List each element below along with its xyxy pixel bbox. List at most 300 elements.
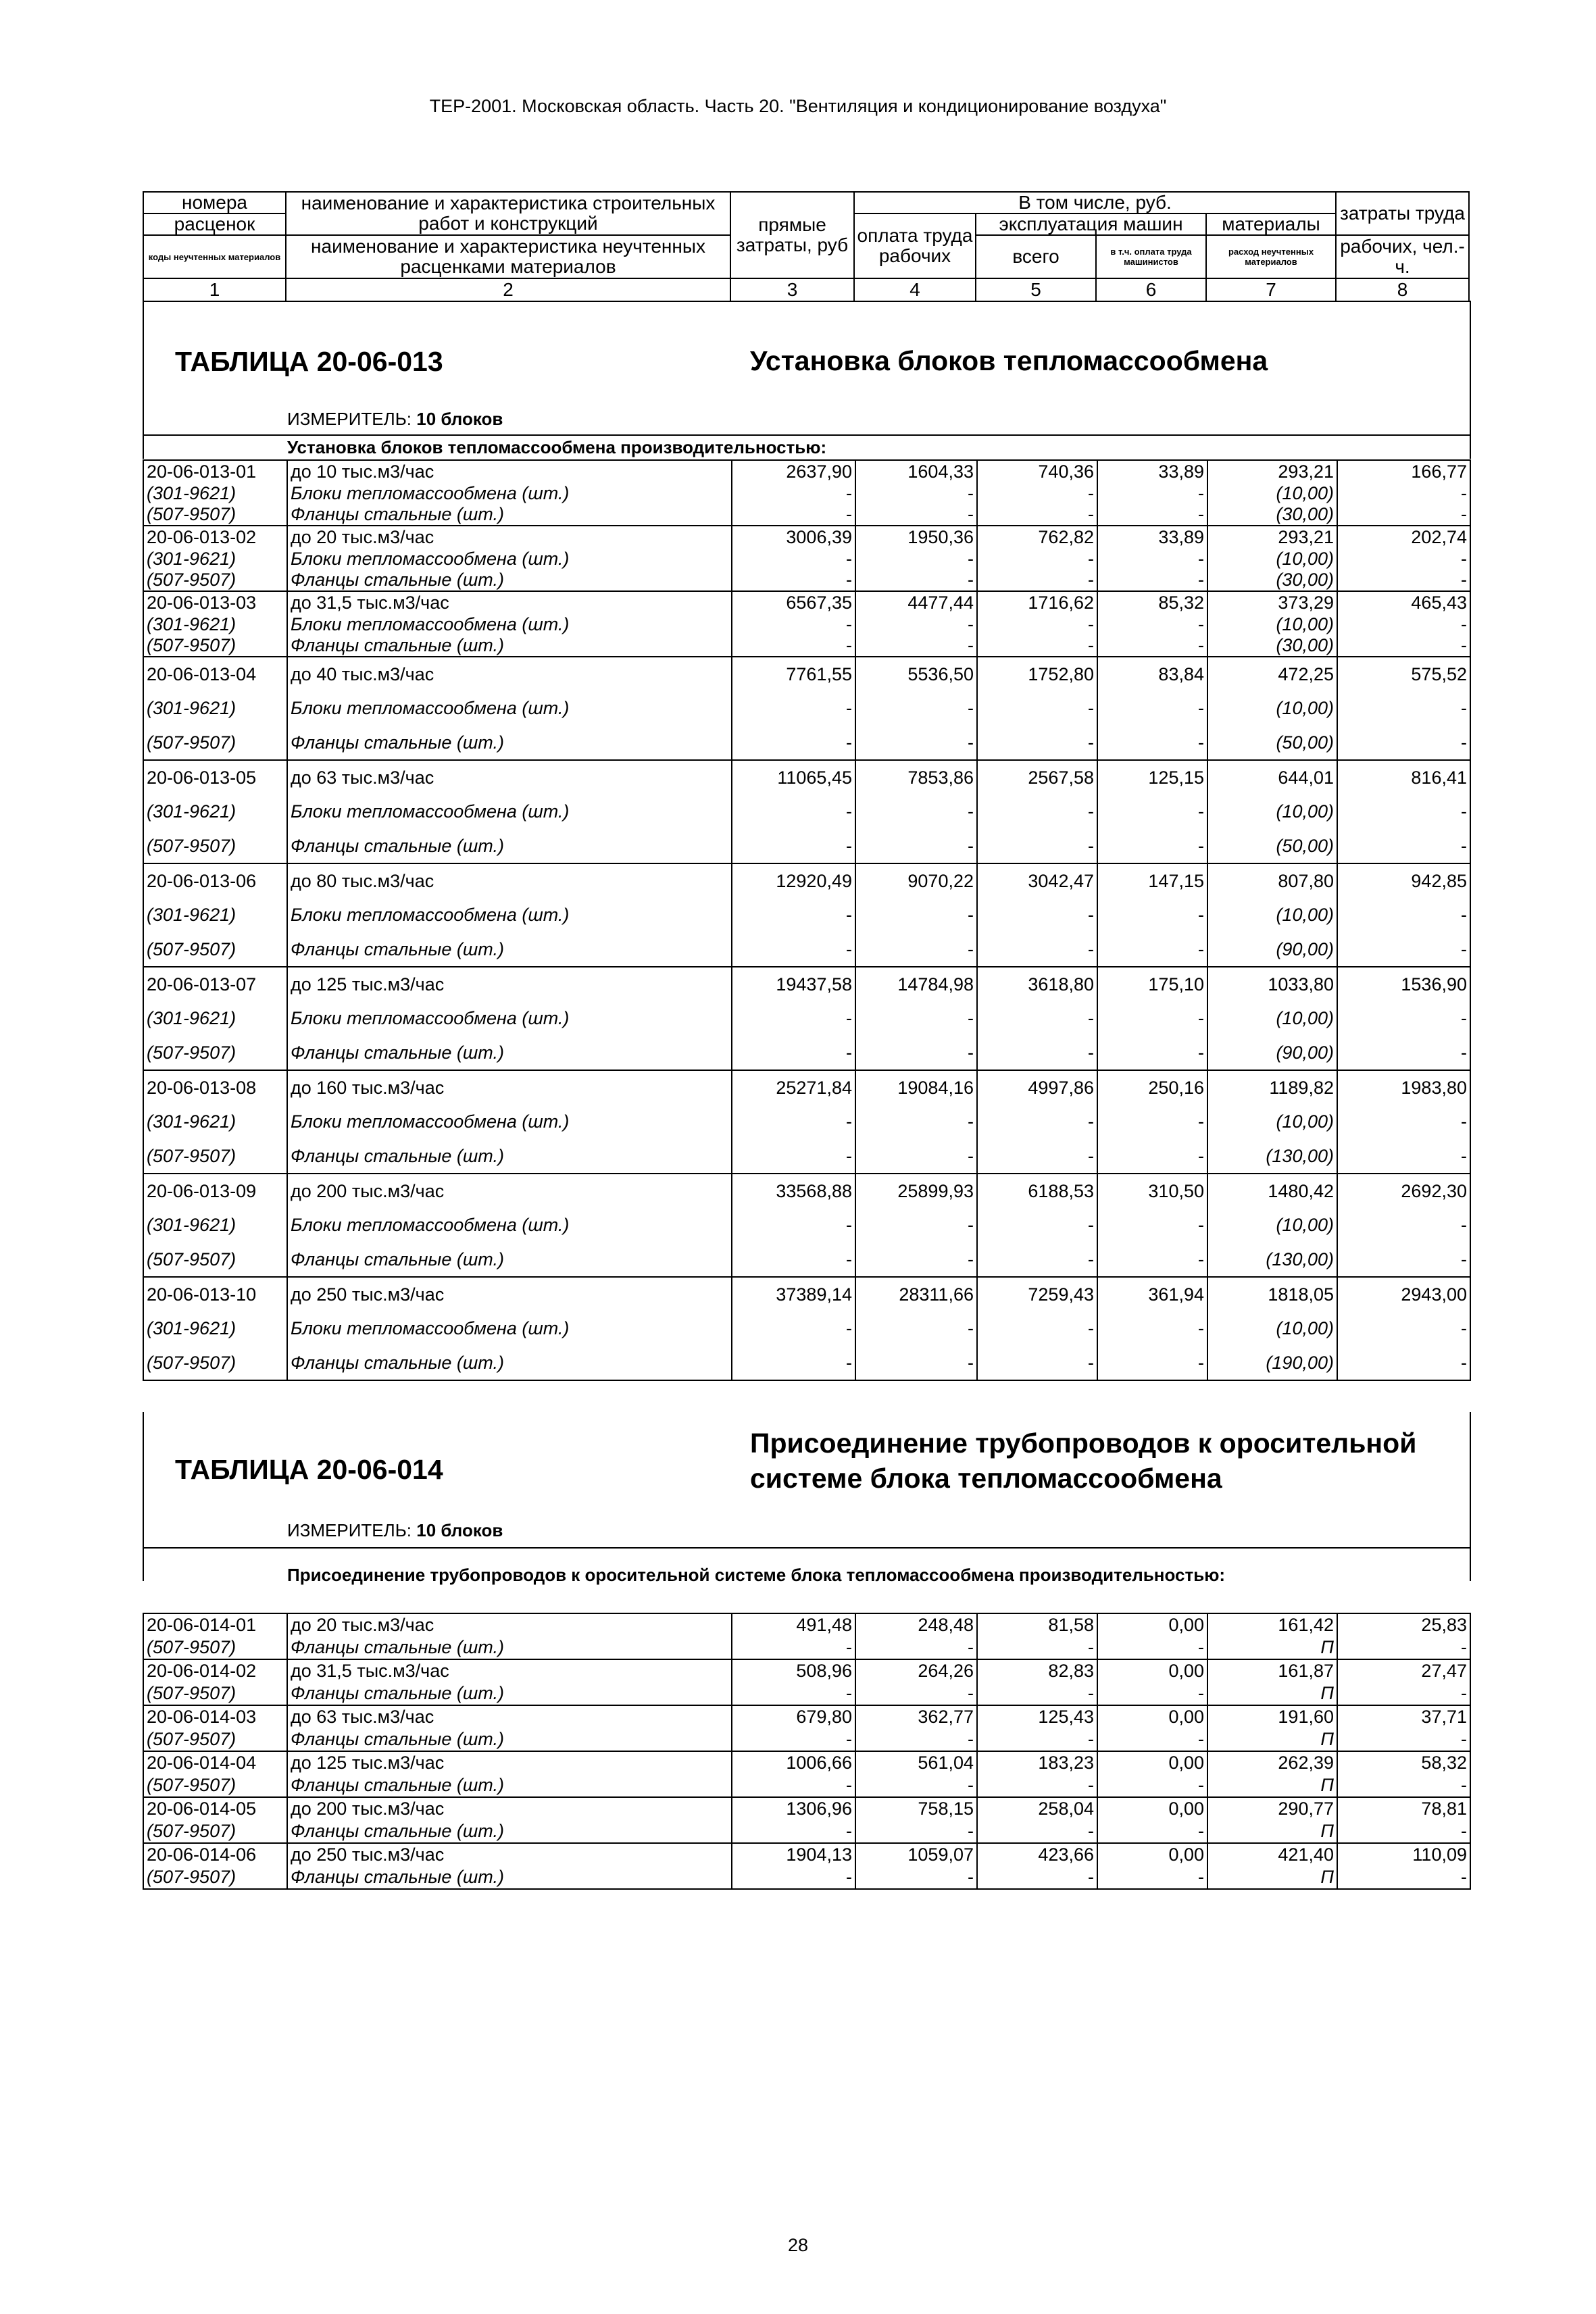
labor-hours-cell: 27,47 [1337, 1659, 1470, 1682]
table-row [143, 657, 1470, 691]
col6-header: в т.ч. оплата труда машинистов [1096, 235, 1206, 278]
labor-hours-cell: - [1337, 1820, 1470, 1843]
table-row [143, 1174, 1470, 1208]
col-num-1: 1 [143, 278, 286, 301]
table-row [143, 504, 1470, 526]
labor-hours-cell: 37,71 [1337, 1705, 1470, 1728]
labor-hours-cell: 202,74 [1337, 526, 1470, 548]
labor-hours-cell: - [1337, 932, 1470, 967]
direct-cost-cell: - [732, 548, 855, 570]
labor-hours-cell: - [1337, 1105, 1470, 1139]
table1-unit-value: 10 блоков [416, 409, 503, 429]
machines-total-cell: - [977, 1866, 1097, 1889]
machines-total-cell: - [977, 482, 1097, 504]
code-cell: 20-06-014-04 [143, 1751, 287, 1774]
labor-pay-cell: 362,77 [855, 1705, 977, 1728]
labor-hours-cell: 465,43 [1337, 591, 1470, 613]
table-row [143, 829, 1470, 863]
direct-cost-cell: - [732, 1311, 855, 1346]
labor-hours-cell: - [1337, 1774, 1470, 1797]
name-cell: до 160 тыс.м3/час [287, 1070, 732, 1105]
machinist-pay-cell: - [1097, 1311, 1207, 1346]
materials-cell: (130,00) [1207, 1139, 1337, 1174]
table-row [143, 1613, 1470, 1636]
direct-cost-cell: 19437,58 [732, 967, 855, 1001]
labor-pay-cell: - [855, 1820, 977, 1843]
table-row [143, 1820, 1470, 1843]
labor-pay-cell: 5536,50 [855, 657, 977, 691]
labor-pay-cell: 248,48 [855, 1613, 977, 1636]
direct-cost-cell: - [732, 795, 855, 829]
labor-hours-cell: - [1337, 1346, 1470, 1380]
labor-pay-cell: - [855, 1346, 977, 1380]
code-cell: (301-9621) [143, 1208, 287, 1242]
labor-hours-cell: - [1337, 1242, 1470, 1277]
labor-hours-cell: - [1337, 1139, 1470, 1174]
labor-hours-cell: 166,77 [1337, 460, 1470, 482]
materials-cell: 1818,05 [1207, 1277, 1337, 1311]
col8-header-bot: рабочих, чел.-ч. [1336, 235, 1469, 278]
labor-hours-cell: - [1337, 1208, 1470, 1242]
labor-hours-cell: - [1337, 1311, 1470, 1346]
direct-cost-cell: - [732, 726, 855, 760]
table-row [143, 570, 1470, 591]
labor-pay-cell: 7853,86 [855, 760, 977, 795]
materials-cell: 262,39 [1207, 1751, 1337, 1774]
labor-pay-cell: - [855, 570, 977, 591]
name-cell: Фланцы стальные (шт.) [287, 1866, 732, 1889]
machinist-pay-cell: 361,94 [1097, 1277, 1207, 1311]
labor-pay-cell: - [855, 1682, 977, 1705]
direct-cost-cell: - [732, 1866, 855, 1889]
machines-total-cell: 258,04 [977, 1797, 1097, 1820]
materials-cell: 472,25 [1207, 657, 1337, 691]
table-row [143, 635, 1470, 657]
code-cell: (507-9507) [143, 1682, 287, 1705]
name-cell: Блоки тепломассообмена (шт.) [287, 691, 732, 726]
name-cell: до 20 тыс.м3/час [287, 1613, 732, 1636]
name-cell: до 63 тыс.м3/час [287, 760, 732, 795]
table-row [143, 526, 1470, 548]
direct-cost-cell: 11065,45 [732, 760, 855, 795]
name-cell: Фланцы стальные (шт.) [287, 1346, 732, 1380]
direct-cost-cell: - [732, 1036, 855, 1070]
direct-cost-cell: - [732, 691, 855, 726]
direct-cost-cell: - [732, 1105, 855, 1139]
name-cell: Фланцы стальные (шт.) [287, 504, 732, 526]
machines-total-cell: 2567,58 [977, 760, 1097, 795]
code-cell: (507-9507) [143, 1346, 287, 1380]
materials-cell: (50,00) [1207, 726, 1337, 760]
machines-total-cell: 740,36 [977, 460, 1097, 482]
labor-pay-cell: 561,04 [855, 1751, 977, 1774]
labor-hours-cell: - [1337, 482, 1470, 504]
labor-pay-cell: 1604,33 [855, 460, 977, 482]
labor-hours-cell: 110,09 [1337, 1843, 1470, 1866]
name-cell: Фланцы стальные (шт.) [287, 1774, 732, 1797]
machines-total-cell: - [977, 1139, 1097, 1174]
labor-hours-cell: 816,41 [1337, 760, 1470, 795]
code-cell: 20-06-013-01 [143, 460, 287, 482]
labor-pay-cell: - [855, 1728, 977, 1751]
code-cell: 20-06-013-02 [143, 526, 287, 548]
name-cell: до 31,5 тыс.м3/час [287, 1659, 732, 1682]
table2-title: ТАБЛИЦА 20-06-014 [175, 1454, 443, 1485]
code-cell: 20-06-013-10 [143, 1277, 287, 1311]
materials-cell: (130,00) [1207, 1242, 1337, 1277]
machines-total-cell: - [977, 898, 1097, 932]
machines-total-cell: - [977, 1682, 1097, 1705]
labor-pay-cell: - [855, 829, 977, 863]
labor-hours-cell: - [1337, 504, 1470, 526]
machines-total-cell: - [977, 570, 1097, 591]
machinist-pay-cell: - [1097, 1774, 1207, 1797]
labor-hours-cell: 942,85 [1337, 863, 1470, 898]
code-cell: 20-06-014-01 [143, 1613, 287, 1636]
name-cell: до 40 тыс.м3/час [287, 657, 732, 691]
labor-pay-cell: 1059,07 [855, 1843, 977, 1866]
machines-total-cell: - [977, 795, 1097, 829]
labor-pay-cell: 19084,16 [855, 1070, 977, 1105]
machines-total-cell: 3042,47 [977, 863, 1097, 898]
materials-cell: (10,00) [1207, 898, 1337, 932]
col7-header: расход неучтенных материалов [1206, 235, 1336, 278]
name-cell: Фланцы стальные (шт.) [287, 1682, 732, 1705]
labor-pay-cell: - [855, 1105, 977, 1139]
materials-cell: (10,00) [1207, 1001, 1337, 1036]
machinist-pay-cell: - [1097, 898, 1207, 932]
machinist-pay-cell: 0,00 [1097, 1751, 1207, 1774]
table-row [143, 932, 1470, 967]
direct-cost-cell: - [732, 613, 855, 635]
labor-hours-cell: - [1337, 726, 1470, 760]
direct-cost-cell: 2637,90 [732, 460, 855, 482]
labor-hours-cell: - [1337, 613, 1470, 635]
direct-cost-cell: - [732, 932, 855, 967]
materials-cell: (190,00) [1207, 1346, 1337, 1380]
machines-total-cell: 6188,53 [977, 1174, 1097, 1208]
table-row [143, 1705, 1470, 1728]
direct-cost-cell: 679,80 [732, 1705, 855, 1728]
col-num-5: 5 [976, 278, 1096, 301]
direct-cost-cell: - [732, 898, 855, 932]
direct-cost-cell: 25271,84 [732, 1070, 855, 1105]
code-cell: 20-06-013-07 [143, 967, 287, 1001]
machines-total-cell: - [977, 1820, 1097, 1843]
table-row [143, 967, 1470, 1001]
machinist-pay-cell: - [1097, 1636, 1207, 1659]
materials-cell: 1033,80 [1207, 967, 1337, 1001]
table-row [143, 460, 1470, 482]
name-cell: до 200 тыс.м3/час [287, 1174, 732, 1208]
table1-subheading: Установка блоков тепломассообмена производительностью: [287, 437, 827, 457]
machinist-pay-cell: - [1097, 482, 1207, 504]
col-num-2: 2 [286, 278, 730, 301]
col1-header: номера [143, 192, 286, 213]
materials-cell: (10,00) [1207, 548, 1337, 570]
labor-pay-cell: - [855, 635, 977, 657]
machinist-pay-cell: - [1097, 1139, 1207, 1174]
machines-total-cell: - [977, 1036, 1097, 1070]
table-row [143, 1070, 1470, 1105]
code-cell: (301-9621) [143, 1001, 287, 1036]
labor-hours-cell: 2943,00 [1337, 1277, 1470, 1311]
name-cell: Блоки тепломассообмена (шт.) [287, 795, 732, 829]
materials-cell: П [1207, 1636, 1337, 1659]
col2-header-top: наименование и характеристика строительных работ и конструкций [286, 192, 730, 235]
materials-cell: 421,40 [1207, 1843, 1337, 1866]
machines-total-cell: - [977, 726, 1097, 760]
direct-cost-cell: - [732, 1774, 855, 1797]
machines-total-cell: 1752,80 [977, 657, 1097, 691]
table2-description-line1: Присоединение трубопроводов к оросительной [750, 1428, 1417, 1459]
materials-cell: (30,00) [1207, 570, 1337, 591]
table-row [143, 1797, 1470, 1820]
col3-header: прямые затраты, руб [730, 192, 854, 278]
name-cell: Блоки тепломассообмена (шт.) [287, 1001, 732, 1036]
materials-cell: П [1207, 1774, 1337, 1797]
name-cell: Блоки тепломассообмена (шт.) [287, 1208, 732, 1242]
code-cell: (301-9621) [143, 482, 287, 504]
machines-total-cell: 183,23 [977, 1751, 1097, 1774]
name-cell: до 250 тыс.м3/час [287, 1277, 732, 1311]
materials-cell: (10,00) [1207, 482, 1337, 504]
labor-pay-cell: - [855, 691, 977, 726]
code-cell: (301-9621) [143, 1311, 287, 1346]
name-cell: Фланцы стальные (шт.) [287, 1728, 732, 1751]
materials-cell: 293,21 [1207, 526, 1337, 548]
page-header: ТЕР-2001. Московская область. Часть 20. "Вентиляция и кондиционирование воздуха" [429, 96, 1167, 116]
table2-description-line2: системе блока тепломассообмена [750, 1463, 1222, 1494]
machines-total-cell: - [977, 635, 1097, 657]
name-cell: до 125 тыс.м3/час [287, 1751, 732, 1774]
materials-cell: 161,87 [1207, 1659, 1337, 1682]
name-cell: Блоки тепломассообмена (шт.) [287, 613, 732, 635]
labor-pay-cell: - [855, 1242, 977, 1277]
materials-cell: П [1207, 1820, 1337, 1843]
col-num-6: 6 [1096, 278, 1206, 301]
labor-hours-cell: 58,32 [1337, 1751, 1470, 1774]
direct-cost-cell: - [732, 1820, 855, 1843]
code-cell: (507-9507) [143, 932, 287, 967]
name-cell: Фланцы стальные (шт.) [287, 635, 732, 657]
table-row [143, 1636, 1470, 1659]
machines-total-cell: - [977, 548, 1097, 570]
col4-header: оплата труда рабочих [854, 213, 976, 278]
labor-pay-cell: - [855, 548, 977, 570]
machinist-pay-cell: 83,84 [1097, 657, 1207, 691]
machinist-pay-cell: 33,89 [1097, 526, 1207, 548]
table-row [143, 613, 1470, 635]
table-row [143, 1659, 1470, 1682]
labor-pay-cell: - [855, 1774, 977, 1797]
machinist-pay-cell: - [1097, 691, 1207, 726]
materials-cell: 290,77 [1207, 1797, 1337, 1820]
direct-cost-cell: 1306,96 [732, 1797, 855, 1820]
labor-pay-cell: - [855, 932, 977, 967]
machinist-pay-cell: 250,16 [1097, 1070, 1207, 1105]
materials-cell: (10,00) [1207, 1208, 1337, 1242]
table-row [143, 760, 1470, 795]
table-row [143, 482, 1470, 504]
machinist-pay-cell: - [1097, 1208, 1207, 1242]
col1-header-bot: коды неучтенных материалов [143, 235, 286, 278]
labor-hours-cell: - [1337, 1001, 1470, 1036]
direct-cost-cell: - [732, 1208, 855, 1242]
materials-cell: 373,29 [1207, 591, 1337, 613]
machinist-pay-cell: - [1097, 932, 1207, 967]
col2-header-bot: наименование и характеристика неучтенных расценками материалов [286, 235, 730, 278]
name-cell: Фланцы стальные (шт.) [287, 1139, 732, 1174]
table1-data [143, 459, 1471, 1381]
code-cell: 20-06-014-02 [143, 1659, 287, 1682]
labor-pay-cell: - [855, 1139, 977, 1174]
materials-cell: (10,00) [1207, 613, 1337, 635]
direct-cost-cell: 1904,13 [732, 1843, 855, 1866]
code-cell: (301-9621) [143, 548, 287, 570]
labor-hours-cell: - [1337, 1682, 1470, 1705]
table-row [143, 1311, 1470, 1346]
name-cell: до 125 тыс.м3/час [287, 967, 732, 1001]
code-cell: (507-9507) [143, 1636, 287, 1659]
name-cell: Блоки тепломассообмена (шт.) [287, 548, 732, 570]
labor-hours-cell: 25,83 [1337, 1613, 1470, 1636]
table-row [143, 1242, 1470, 1277]
machinist-pay-cell: - [1097, 548, 1207, 570]
labor-pay-cell: - [855, 795, 977, 829]
machinist-pay-cell: - [1097, 613, 1207, 635]
machines-total-cell: - [977, 1311, 1097, 1346]
code-cell: 20-06-013-03 [143, 591, 287, 613]
machinist-pay-cell: 175,10 [1097, 967, 1207, 1001]
labor-pay-cell: 9070,22 [855, 863, 977, 898]
labor-hours-cell: - [1337, 548, 1470, 570]
table-row [143, 726, 1470, 760]
table2-unit-value: 10 блоков [416, 1520, 503, 1540]
direct-cost-cell: - [732, 504, 855, 526]
machines-total-cell: - [977, 1208, 1097, 1242]
direct-cost-cell: - [732, 1242, 855, 1277]
materials-cell: (10,00) [1207, 1105, 1337, 1139]
machinist-pay-cell: 33,89 [1097, 460, 1207, 482]
col-num-7: 7 [1206, 278, 1336, 301]
labor-hours-cell: - [1337, 1866, 1470, 1889]
labor-hours-cell: 1983,80 [1337, 1070, 1470, 1105]
table-row [143, 1682, 1470, 1705]
materials-cell: П [1207, 1866, 1337, 1889]
machines-total-cell: - [977, 613, 1097, 635]
code-cell: 20-06-013-06 [143, 863, 287, 898]
machines-total-cell: 81,58 [977, 1613, 1097, 1636]
code-cell: (507-9507) [143, 1728, 287, 1751]
direct-cost-cell: - [732, 1636, 855, 1659]
labor-pay-cell: - [855, 1311, 977, 1346]
machines-total-cell: - [977, 1774, 1097, 1797]
labor-hours-cell: - [1337, 898, 1470, 932]
machines-total-cell: - [977, 1728, 1097, 1751]
code-cell: (507-9507) [143, 1866, 287, 1889]
name-cell: Блоки тепломассообмена (шт.) [287, 482, 732, 504]
table2-unit-label: ИЗМЕРИТЕЛЬ: [287, 1520, 412, 1540]
code-cell: (507-9507) [143, 635, 287, 657]
labor-pay-cell: - [855, 1001, 977, 1036]
labor-pay-cell: - [855, 504, 977, 526]
machines-total-cell: - [977, 1242, 1097, 1277]
name-cell: Фланцы стальные (шт.) [287, 1036, 732, 1070]
machines-total-cell: 4997,86 [977, 1070, 1097, 1105]
name-cell: Фланцы стальные (шт.) [287, 932, 732, 967]
table2-description [750, 1426, 1416, 1496]
table-row [143, 1774, 1470, 1797]
machines-total-cell: 1716,62 [977, 591, 1097, 613]
table-row [143, 1036, 1470, 1070]
table-row [143, 795, 1470, 829]
direct-cost-cell: - [732, 570, 855, 591]
col-num-8: 8 [1336, 278, 1469, 301]
table1-unit [287, 409, 503, 430]
code-cell: (301-9621) [143, 613, 287, 635]
machinist-pay-cell: 147,15 [1097, 863, 1207, 898]
labor-pay-cell: 758,15 [855, 1797, 977, 1820]
labor-pay-cell: - [855, 613, 977, 635]
labor-pay-cell: 14784,98 [855, 967, 977, 1001]
labor-pay-cell: - [855, 1866, 977, 1889]
table-row [143, 1139, 1470, 1174]
machinist-pay-cell: - [1097, 1728, 1207, 1751]
materials-cell: 191,60 [1207, 1705, 1337, 1728]
table2-subheading: Присоединение трубопроводов к оросительной системе блока тепломассообмена производительностью: [287, 1565, 1226, 1585]
direct-cost-cell: - [732, 482, 855, 504]
code-cell: 20-06-013-08 [143, 1070, 287, 1105]
table-row [143, 1001, 1470, 1036]
machines-total-cell: 3618,80 [977, 967, 1097, 1001]
direct-cost-cell: - [732, 1001, 855, 1036]
name-cell: до 200 тыс.м3/час [287, 1797, 732, 1820]
name-cell: Фланцы стальные (шт.) [287, 726, 732, 760]
machinist-pay-cell: - [1097, 726, 1207, 760]
name-cell: до 63 тыс.м3/час [287, 1705, 732, 1728]
labor-hours-cell: 575,52 [1337, 657, 1470, 691]
col1-header-mid: расценок [143, 213, 286, 235]
labor-pay-cell: - [855, 726, 977, 760]
table-row [143, 1346, 1470, 1380]
machinist-pay-cell: - [1097, 635, 1207, 657]
page-number: 28 [787, 2235, 809, 2255]
table-row [143, 691, 1470, 726]
materials-cell: 293,21 [1207, 460, 1337, 482]
code-cell: 20-06-014-05 [143, 1797, 287, 1820]
machinist-pay-cell: - [1097, 570, 1207, 591]
col-num-4: 4 [854, 278, 976, 301]
machines-total-cell: - [977, 1001, 1097, 1036]
labor-pay-cell: 1950,36 [855, 526, 977, 548]
machines-total-cell: - [977, 1346, 1097, 1380]
code-cell: (507-9507) [143, 726, 287, 760]
materials-cell: 1480,42 [1207, 1174, 1337, 1208]
machines-total-cell: - [977, 829, 1097, 863]
direct-cost-cell: 12920,49 [732, 863, 855, 898]
machinist-pay-cell: - [1097, 1001, 1207, 1036]
labor-hours-cell: - [1337, 829, 1470, 863]
name-cell: Фланцы стальные (шт.) [287, 570, 732, 591]
materials-cell: (10,00) [1207, 1311, 1337, 1346]
machinist-pay-cell: 310,50 [1097, 1174, 1207, 1208]
materials-cell: (50,00) [1207, 829, 1337, 863]
code-cell: 20-06-013-05 [143, 760, 287, 795]
col5-header: всего [976, 235, 1096, 278]
incl-header: В том числе, руб. [854, 192, 1336, 213]
code-cell: (507-9507) [143, 1820, 287, 1843]
